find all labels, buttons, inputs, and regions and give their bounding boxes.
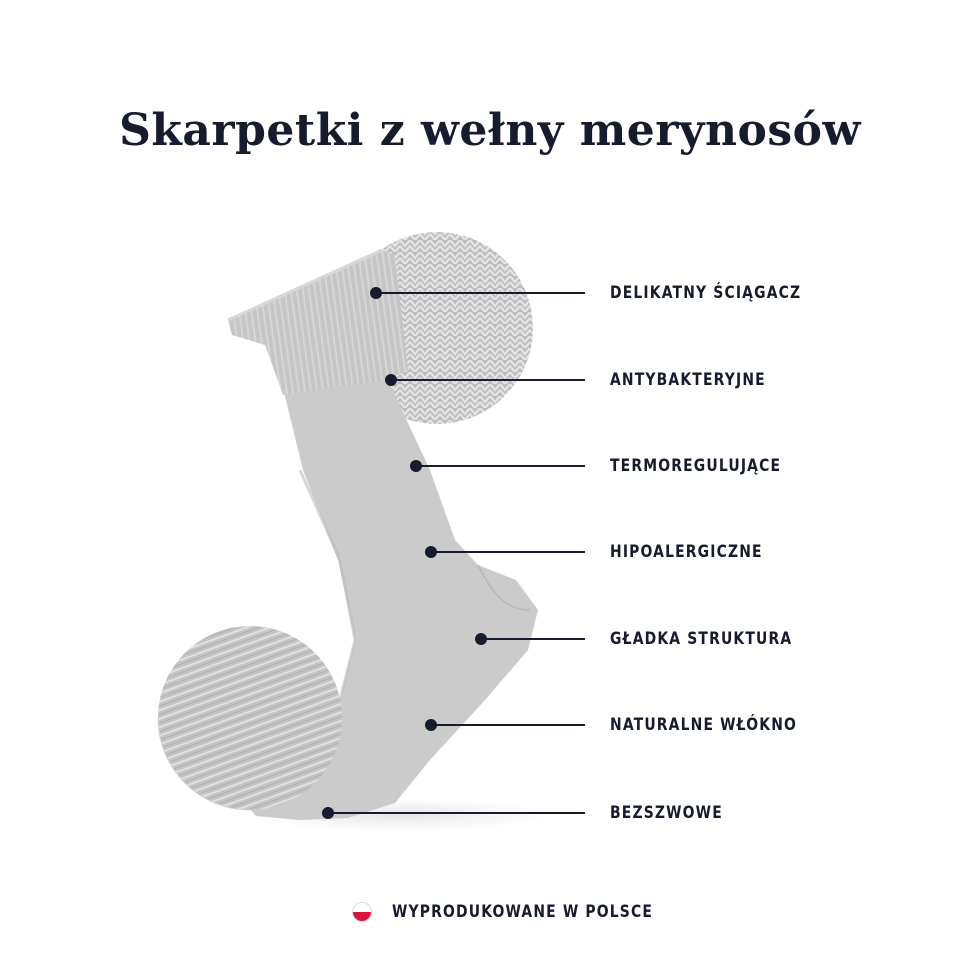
footer-text: WYPRODUKOWANE W POLSCE — [392, 902, 654, 922]
callout-dot — [425, 719, 437, 731]
feature-label: GŁADKA STRUKTURA — [610, 629, 793, 649]
page-title: Skarpetki z wełny merynosów — [119, 105, 861, 156]
feature-label: DELIKATNY ŚCIĄGACZ — [610, 283, 802, 303]
callout-dot — [475, 633, 487, 645]
footer-badge — [352, 900, 710, 924]
feature-label: HIPOALERGICZNE — [610, 542, 763, 562]
feature-label: TERMOREGULUJĄCE — [610, 456, 782, 476]
feature-label: BEZSZWOWE — [610, 803, 723, 823]
callout-dot — [370, 287, 382, 299]
callout-dot — [385, 374, 397, 386]
feature-label: ANTYBAKTERYJNE — [610, 370, 766, 390]
flag-white-stripe — [353, 903, 371, 912]
callout-dot — [322, 807, 334, 819]
flag-red-stripe — [353, 912, 371, 921]
poland-flag-icon — [352, 902, 372, 922]
callout-dot — [425, 546, 437, 558]
feature-label: NATURALNE WŁÓKNO — [610, 715, 798, 735]
callout-dot — [410, 460, 422, 472]
